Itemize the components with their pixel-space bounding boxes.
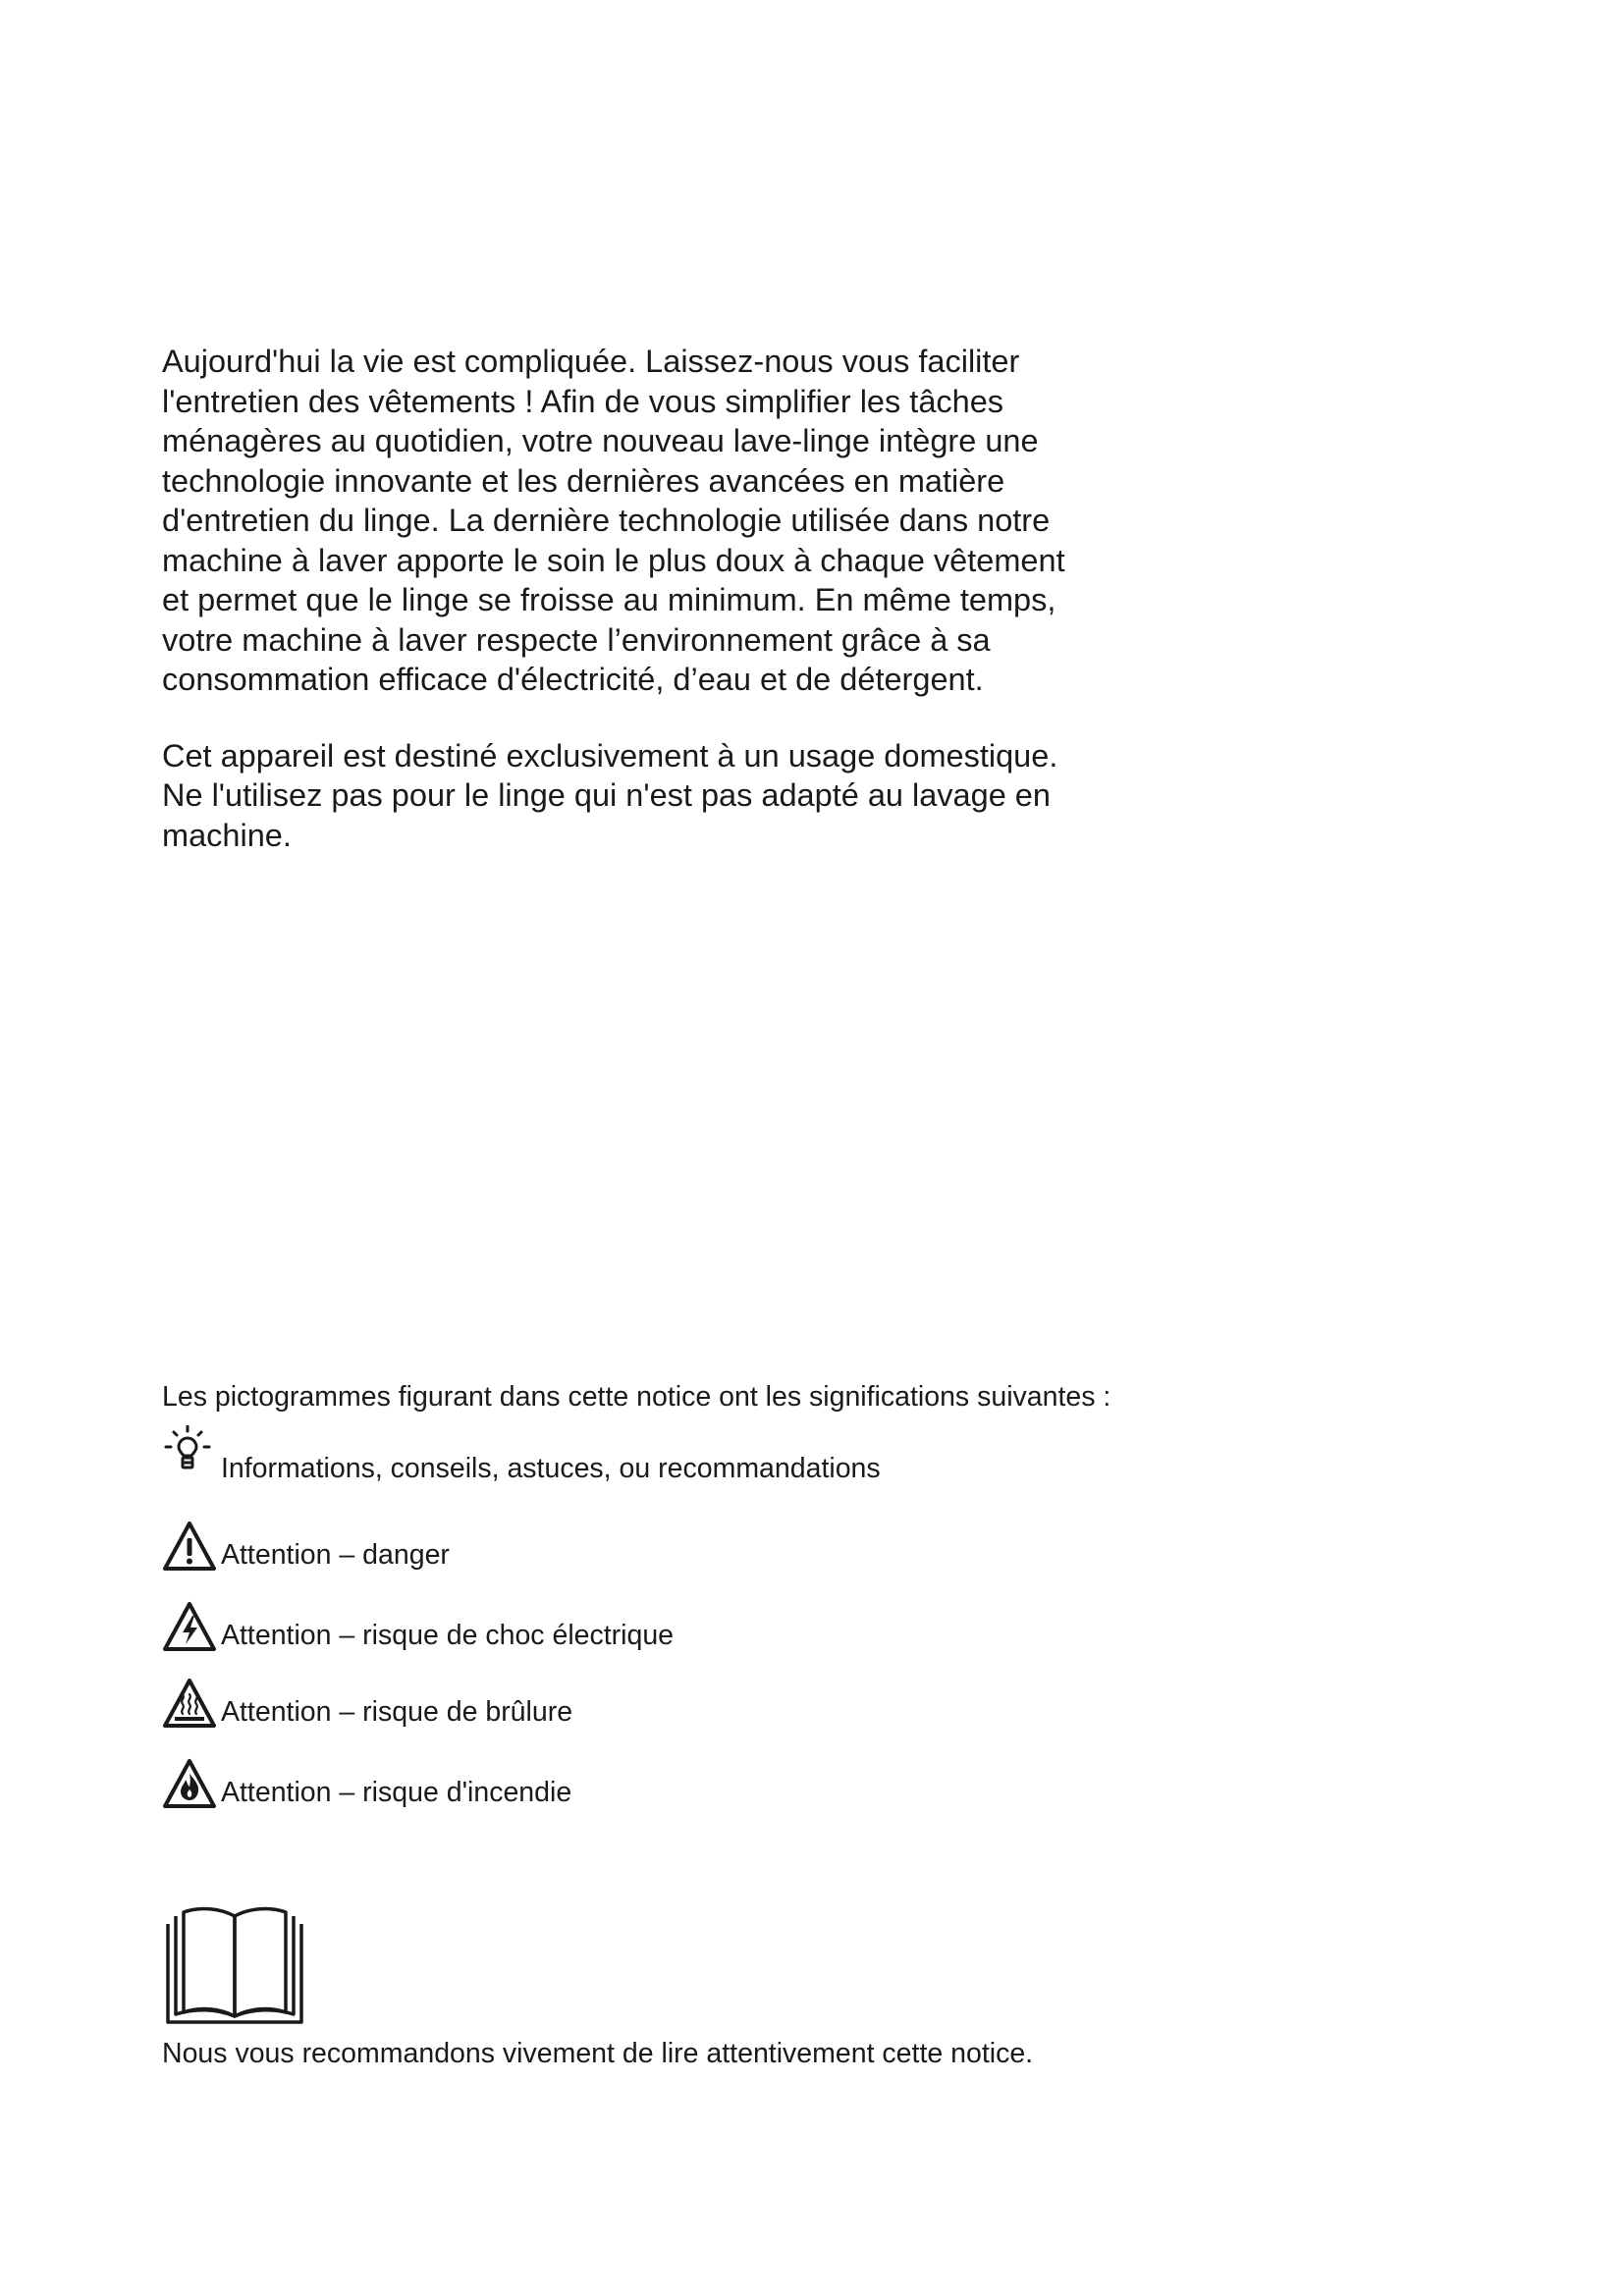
intro-paragraph-1 [162,342,1144,700]
text-line: Cet appareil est destiné exclusivement à un usage domestique. [162,737,1058,774]
legend-label: Informations, conseils, astuces, ou recommandations [221,1453,881,1484]
text-line: ménagères au quotidien, votre nouveau lave-linge intègre une [162,423,1039,458]
text-line: machine à laver apporte le soin le plus doux à chaque vêtement [162,542,1065,578]
warning-electric-icon [162,1600,217,1655]
text-line: consommation efficace d'électricité, d’eau et de détergent. [162,662,984,697]
closing-recommendation: Nous vous recommandons vivement de lire attentivement cette notice. [162,2038,1034,2069]
warning-hot-surface-icon [162,1677,217,1732]
intro-text [162,342,1144,855]
legend-label: Attention – risque de choc électrique [221,1620,675,1651]
pictogram-legend-intro: Les pictogrammes figurant dans cette notice ont les significations suivantes : [162,1381,1111,1413]
warning-danger-icon [162,1520,217,1575]
text-line: votre machine à laver respecte l’environnement grâce à sa [162,621,991,658]
open-book-icon [165,1906,304,2026]
text-line: Ne l'utilisez pas pour le linge qui n'est pas adapté au lavage en [162,777,1051,813]
text-line: l'entretien des vêtements ! Afin de vous simplifier les tâches [162,383,1004,419]
legend-label: Attention – risque de brûlure [221,1696,573,1728]
legend-label: Attention – risque d'incendie [221,1777,572,1808]
legend-item-burn [162,1677,1046,1732]
text-line: et permet que le linge se froisse au minimum. En même temps, [162,582,1056,617]
intro-paragraph-2 [162,736,1144,856]
legend-item-fire [162,1757,1046,1812]
text-line: d'entretien du linge. La dernière technologie utilisée dans notre [162,503,1051,538]
legend-item-electric [162,1600,1046,1655]
text-line: machine. [162,817,292,853]
text-line: technologie innovante et les dernières avancées en matière [162,462,1005,499]
legend-item-danger [162,1520,1046,1575]
warning-fire-icon [162,1757,217,1812]
text-line: Aujourd'hui la vie est compliquée. Laissez-nous vous faciliter [162,344,1020,379]
legend-item-info [162,1425,1046,1484]
lightbulb-icon [162,1425,217,1480]
legend-label: Attention – danger [221,1539,450,1571]
